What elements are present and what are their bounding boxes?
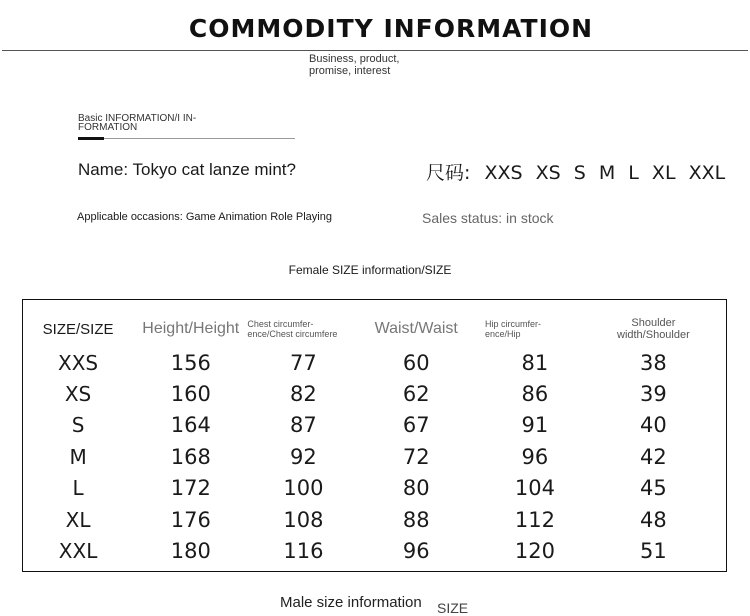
table-cell: 92: [290, 444, 317, 469]
size-option: XL: [651, 162, 676, 184]
table-cell: 96: [402, 539, 430, 564]
table-cell: XXL: [58, 539, 98, 564]
column-header-height: Height/Height: [142, 320, 240, 337]
basic-info-label: Basic INFORMATION/I IN-FORMATION: [78, 113, 197, 133]
table-cell: 80: [402, 476, 430, 501]
table-cell: 164: [170, 413, 211, 438]
column-header-hip-line: Hip circumfer-: [485, 319, 542, 329]
table-cell: 45: [640, 476, 667, 501]
table-cell: 72: [402, 444, 430, 469]
table-cell: 38: [640, 350, 667, 375]
table-cell: 67: [402, 413, 430, 438]
table-row: [22, 441, 710, 472]
column-header-shoulder: Shoulder width/Shoulder: [617, 317, 690, 341]
title-divider: [2, 50, 748, 51]
table-cell: 77: [290, 350, 317, 375]
table-cell: 120: [514, 539, 555, 564]
table-cell: L: [72, 476, 84, 501]
size-option: S: [573, 162, 586, 184]
applicable-occasions: Applicable occasions: Game Animation Role Playing: [77, 211, 332, 223]
table-cell: 87: [290, 413, 317, 438]
table-cell: 82: [290, 382, 317, 407]
column-header-hip: [473, 311, 597, 347]
size-prefix: 尺码:: [426, 162, 471, 184]
basic-info-divider: [78, 138, 295, 139]
column-header-chest: [247, 311, 359, 347]
table-cell: 51: [640, 539, 667, 564]
table-row: [22, 378, 710, 409]
table-row: [22, 504, 710, 535]
table-cell: 168: [170, 444, 211, 469]
size-option: XXS: [484, 162, 523, 184]
table-cell: 60: [402, 350, 430, 375]
table-cell: XS: [64, 382, 92, 407]
column-header-chest-line: Chest circumfer-: [247, 319, 314, 329]
page-subtitle: Business, product, promise, interest: [309, 53, 400, 77]
size-option: XS: [535, 162, 561, 184]
table-cell: 48: [640, 507, 667, 532]
table-cell: M: [69, 444, 87, 469]
basic-info-divider-accent: [78, 137, 104, 140]
table-cell: 86: [521, 382, 549, 407]
table-row: [22, 347, 710, 378]
table-cell: 108: [283, 507, 324, 532]
table-cell: 88: [402, 507, 430, 532]
table-cell: 156: [170, 350, 211, 375]
size-option: M: [598, 162, 616, 184]
table-cell: 172: [170, 476, 211, 501]
table-cell: 176: [170, 507, 211, 532]
column-header-waist: Waist/Waist: [374, 320, 458, 337]
column-header-hip-line: ence/Hip: [485, 329, 521, 339]
table-cell: 81: [521, 350, 549, 375]
table-header-row: [22, 311, 710, 347]
product-name: Name: Tokyo cat lanze mint?: [78, 160, 296, 179]
table-cell: S: [71, 413, 85, 438]
size-option: XXL: [688, 162, 726, 184]
female-size-table: [22, 311, 710, 567]
column-header-chest-line: ence/Chest circumfere: [247, 329, 338, 339]
table-cell: 180: [170, 539, 211, 564]
column-header-size: SIZE/SIZE: [42, 320, 114, 338]
table-cell: 91: [521, 413, 549, 438]
table-cell: 96: [521, 444, 549, 469]
table-row: [22, 410, 710, 441]
male-size-heading: Male size information: [280, 594, 422, 611]
table-cell: 62: [402, 382, 430, 407]
table-row: [22, 473, 710, 504]
size-option: L: [628, 162, 639, 184]
table-cell: 40: [640, 413, 667, 438]
male-size-suffix: SIZE: [437, 600, 469, 616]
table-row: [22, 535, 710, 566]
female-size-heading: Female SIZE information/SIZE: [288, 263, 452, 277]
table-cell: 42: [640, 444, 667, 469]
table-cell: 100: [283, 476, 324, 501]
table-cell: XL: [65, 507, 91, 532]
table-cell: 39: [640, 382, 667, 407]
sales-status: Sales status: in stock: [422, 210, 554, 226]
table-cell: 116: [283, 539, 324, 564]
page-title: COMMODITY INFORMATION: [188, 14, 594, 43]
table-cell: XXS: [58, 350, 99, 375]
table-cell: 104: [514, 476, 555, 501]
available-sizes: [426, 158, 732, 185]
table-cell: 160: [170, 382, 211, 407]
table-cell: 112: [514, 507, 555, 532]
